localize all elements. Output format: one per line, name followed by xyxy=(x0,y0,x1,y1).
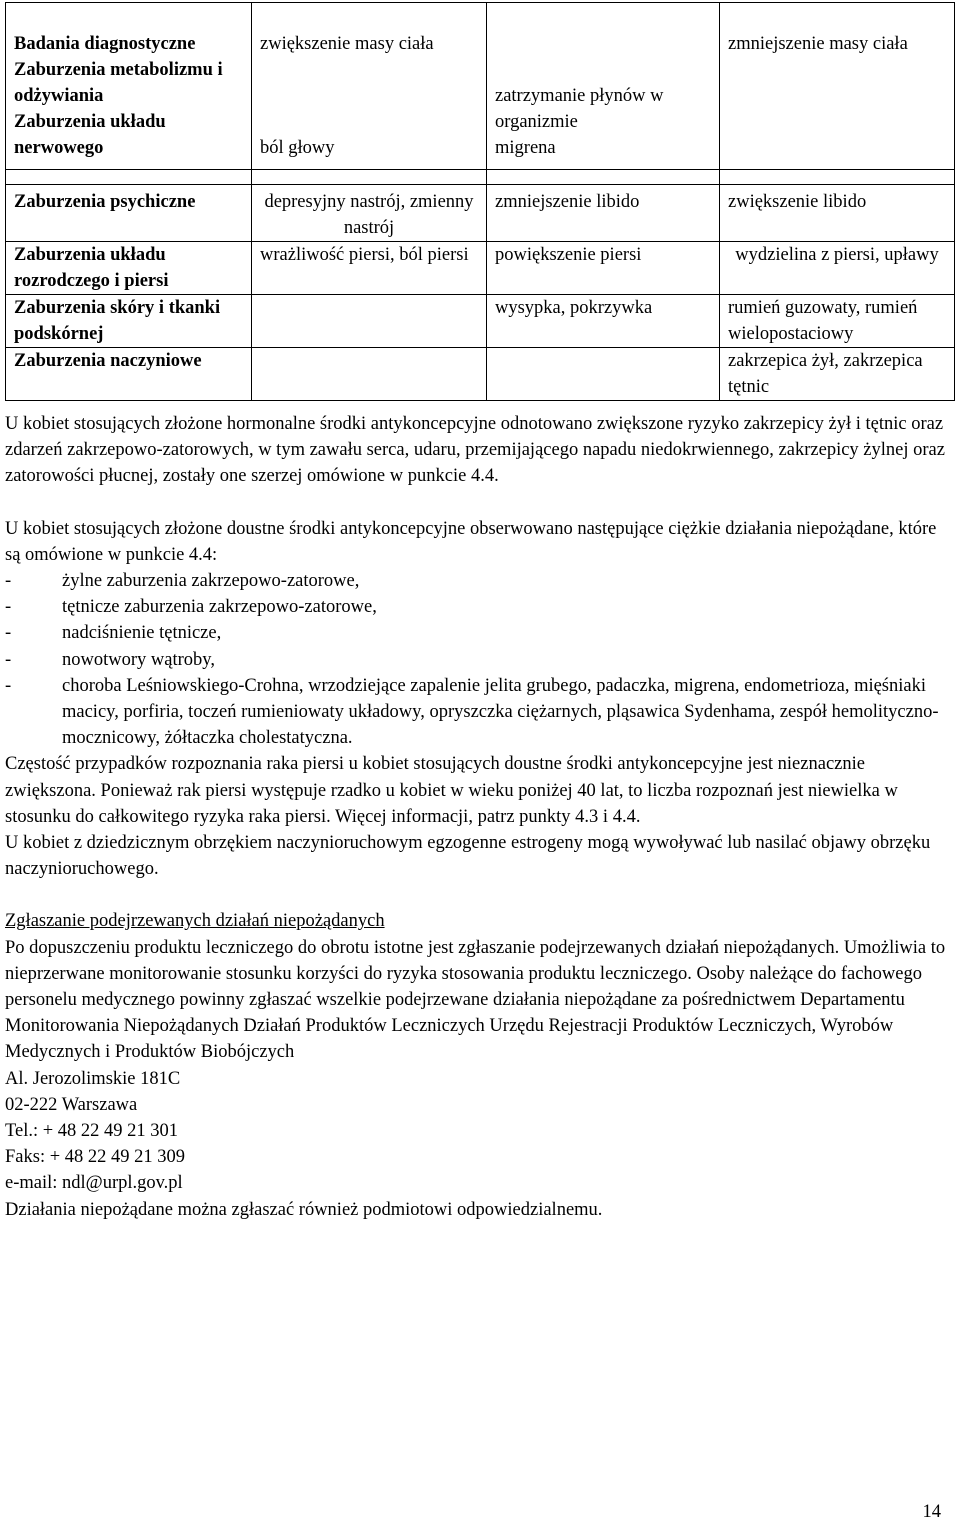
table-cell-soc: Zaburzenia układu rozrodczego i piersi xyxy=(6,242,252,295)
table-cell: rumień guzowaty, rumień wielopostaciowy xyxy=(720,295,955,348)
list-dash: - xyxy=(5,571,12,592)
cell-text: zwiększenie masy ciała xyxy=(260,34,434,54)
table-cell xyxy=(252,348,487,401)
soc-label: Zaburzenia układu nerwowego xyxy=(14,112,166,158)
table-cell xyxy=(487,3,720,170)
table-cell: zwiększenie libido xyxy=(720,185,955,242)
soc-label: Zaburzenia metabolizmu i odżywiania xyxy=(14,60,223,106)
list-dash: - xyxy=(5,623,12,644)
document-page xyxy=(5,2,955,1223)
cell-text: ból głowy xyxy=(260,138,335,158)
list-item: - żylne zaburzenia zakrzepowo-zatorowe, xyxy=(5,568,955,594)
table-cell-soc: Zaburzenia naczyniowe xyxy=(6,348,252,401)
email-address: e-mail: ndl@urpl.gov.pl xyxy=(5,1173,183,1194)
cell-text xyxy=(260,57,482,135)
table-cell xyxy=(252,295,487,348)
list-item: - nadciśnienie tętnicze, xyxy=(5,620,955,646)
cell-text: zatrzymanie płynów w organizmie xyxy=(495,86,664,132)
body-text xyxy=(5,411,955,1223)
soc-label: Badania diagnostyczne xyxy=(14,34,196,54)
paragraph-breast-cancer: Częstość przypadków rozpoznania raka piersi u kobiet stosujących doustne środki antykoncepcyjne jest nieznacznie zwiększona. Ponieważ rak piersi występuje rzadko u kobiet w wieku poniżej 40 lat, to liczba rozpoznań jest niewielka w stosunku do całkowitego ryzyka raka piersi. Więcej informacji, patrz punkty 4.3 i 4.4. xyxy=(5,754,898,827)
adverse-reactions-list xyxy=(5,568,955,751)
table-row xyxy=(6,3,955,170)
address-street: Al. Jerozolimskie 181C xyxy=(5,1068,181,1089)
table-cell: wrażliwość piersi, ból piersi xyxy=(252,242,487,295)
table-cell: powiększenie piersi xyxy=(487,242,720,295)
table-row xyxy=(6,242,955,295)
table-row xyxy=(6,185,955,242)
page-number: 14 xyxy=(922,1502,941,1522)
reporting-heading: Zgłaszanie podejrzewanych działań niepożądanych xyxy=(5,911,385,932)
table-cell-soc: Zaburzenia skóry i tkanki podskórnej xyxy=(6,295,252,348)
reporting-body: Po dopuszczeniu produktu leczniczego do obrotu istotne jest zgłaszanie podejrzewanych działań niepożądanych. Umożliwia to nieprzerwane monitorowanie stosunku korzyści do ryzyka stosowania produktu leczniczego. Osoby należące do fachowego personelu medycznego powinny zgłaszać wszelkie podejrzewane działania niepożądane za pośrednictwem Departamentu Monitorowania Niepożądanych Działań Produktów Leczniczych Urzędu Rejestracji Produktów Leczniczych, Wyrobów Medycznych i Produktów Biobójczych xyxy=(5,937,946,1063)
table-cell-soc: Zaburzenia psychiczne xyxy=(6,185,252,242)
list-dash: - xyxy=(5,649,12,670)
adverse-reactions-table xyxy=(5,2,955,401)
paragraph-serious-adverse-reactions: U kobiet stosujących złożone doustne środki antykoncepcyjne obserwowano następujące ciężkie działania niepożądane, które są omówione w punkcie 4.4: xyxy=(5,518,937,565)
cell-text: zmniejszenie masy ciała xyxy=(728,34,908,54)
list-item: - tętnicze zaburzenia zakrzepowo-zatorowe, xyxy=(5,594,955,620)
list-dash: - xyxy=(5,675,12,696)
table-cell: zmniejszenie libido xyxy=(487,185,720,242)
paragraph-angioedema: U kobiet z dziedzicznym obrzękiem naczynioruchowym egzogenne estrogeny mogą wywoływać lub nasilać objawy obrzęku naczynioruchowego. xyxy=(5,833,931,880)
list-dash: - xyxy=(5,597,12,618)
table-cell: zakrzepica żył, zakrzepica tętnic xyxy=(720,348,955,401)
table-cell xyxy=(487,348,720,401)
list-item: - nowotwory wątroby, xyxy=(5,647,955,673)
table-row xyxy=(6,170,955,185)
table-cell: wysypka, pokrzywka xyxy=(487,295,720,348)
fax-number: Faks: + 48 22 49 21 309 xyxy=(5,1147,186,1168)
table-row xyxy=(6,295,955,348)
list-item: - choroba Leśniowskiego-Crohna, wrzodziejące zapalenie jelita grubego, padaczka, migrena, endometrioza, mięśniaki macicy, porfiria, toczeń rumieniowaty układowy, opryszczka ciężarnych, pląsawica Sydenhama, zespół hemolityczno-mocznicowy, żółtaczka cholestatyczna. xyxy=(5,673,955,752)
address-city: 02-222 Warszawa xyxy=(5,1094,138,1115)
table-cell xyxy=(252,3,487,170)
table-cell: wydzielina z piersi, upławy xyxy=(720,242,955,295)
phone-number: Tel.: + 48 22 49 21 301 xyxy=(5,1121,179,1142)
table-cell xyxy=(720,3,955,170)
table-cell-soc xyxy=(6,3,252,170)
cell-text: migrena xyxy=(495,138,556,158)
table-cell: depresyjny nastrój, zmienny nastrój xyxy=(252,185,487,242)
reporting-final-note: Działania niepożądane można zgłaszać również podmiotowi odpowiedzialnemu. xyxy=(5,1199,603,1220)
paragraph-thrombosis-risk: U kobiet stosujących złożone hormonalne środki antykoncepcyjne odnotowano zwiększone ryzyko zakrzepicy żył i tętnic oraz zdarzeń zakrzepowo-zatorowych, w tym zawału serca, udaru, przemijającego napadu niedokrwiennego, zakrzepicy żylnej oraz zatorowości płucnej, zostały one szerzej omówione w punkcie 4.4. xyxy=(5,414,945,487)
table-row xyxy=(6,348,955,401)
